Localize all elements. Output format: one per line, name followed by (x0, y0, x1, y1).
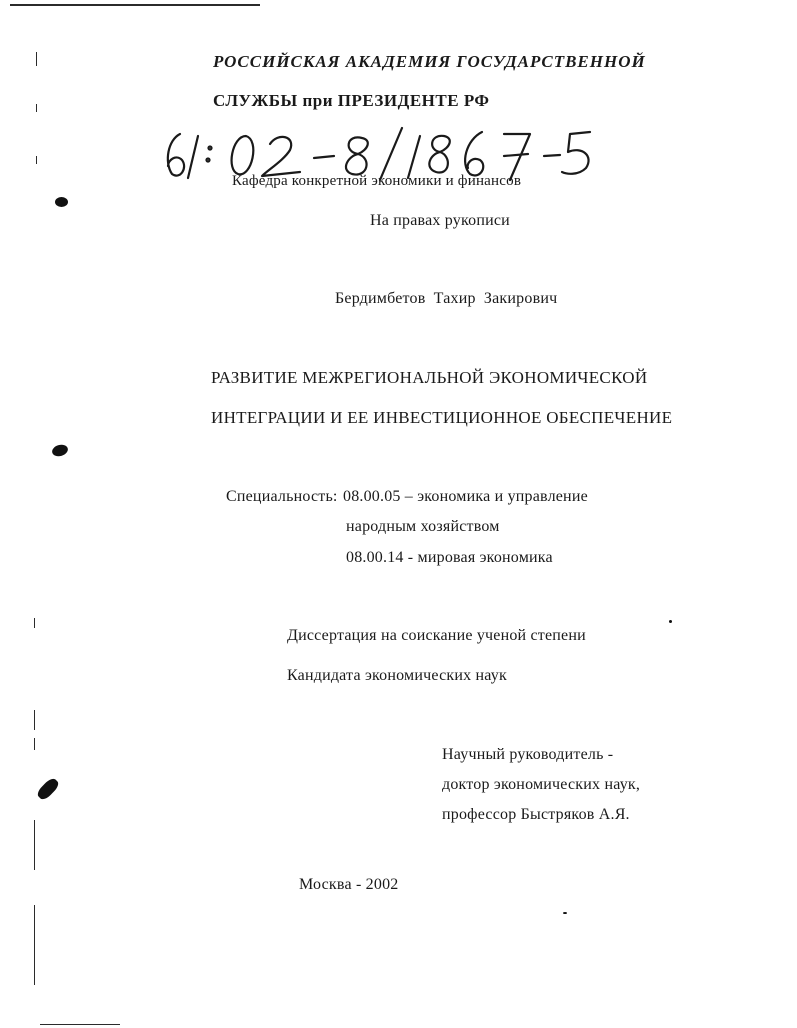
scan-left-mark (34, 905, 35, 985)
specialty-line-3: 08.00.14 - мировая экономика (346, 549, 553, 566)
scan-left-mark (34, 738, 35, 750)
institution-line-2: СЛУЖБЫ при ПРЕЗИДЕНТЕ РФ (213, 91, 490, 110)
scan-left-mark (36, 156, 37, 164)
author-name: Бердимбетов Тахир Закирович (335, 290, 558, 307)
scan-left-mark (34, 820, 35, 870)
degree-line-2: Кандидата экономических наук (287, 667, 507, 684)
supervisor-line-3: профессор Быстряков А.Я. (442, 806, 630, 823)
specialty-line-2: народным хозяйством (346, 518, 500, 535)
speck (563, 912, 567, 914)
speck (669, 620, 672, 623)
department: Кафедра конкретной экономики и финансов (232, 173, 522, 189)
scan-left-mark (34, 618, 35, 628)
supervisor-line-1: Научный руководитель - (442, 746, 614, 763)
scan-left-mark (34, 710, 35, 730)
scan-bottom-edge (40, 1024, 120, 1025)
ink-blot (51, 443, 69, 458)
degree-line-1: Диссертация на соискание ученой степени (287, 627, 586, 644)
scan-left-mark (36, 104, 37, 112)
specialty-label: Специальность: (226, 488, 338, 505)
scan-left-mark (36, 52, 37, 66)
scan-top-edge (10, 4, 260, 6)
dissertation-title-line-2: ИНТЕГРАЦИИ И ЕЕ ИНВЕСТИЦИОННОЕ ОБЕСПЕЧЕНИЕ (211, 408, 673, 427)
ink-blot (35, 776, 60, 801)
supervisor-line-2: доктор экономических наук, (442, 776, 641, 793)
dissertation-title-line-1: РАЗВИТИЕ МЕЖРЕГИОНАЛЬНОЙ ЭКОНОМИЧЕСКОЙ (211, 368, 648, 387)
place-year: Москва - 2002 (299, 876, 399, 893)
ink-blot (55, 197, 68, 207)
institution-line-1: РОССИЙСКАЯ АКАДЕМИЯ ГОСУДАРСТВЕННОЙ (213, 52, 646, 71)
specialty-line-1: 08.00.05 – экономика и управление (343, 488, 588, 505)
manuscript-note: На правах рукописи (370, 212, 510, 229)
